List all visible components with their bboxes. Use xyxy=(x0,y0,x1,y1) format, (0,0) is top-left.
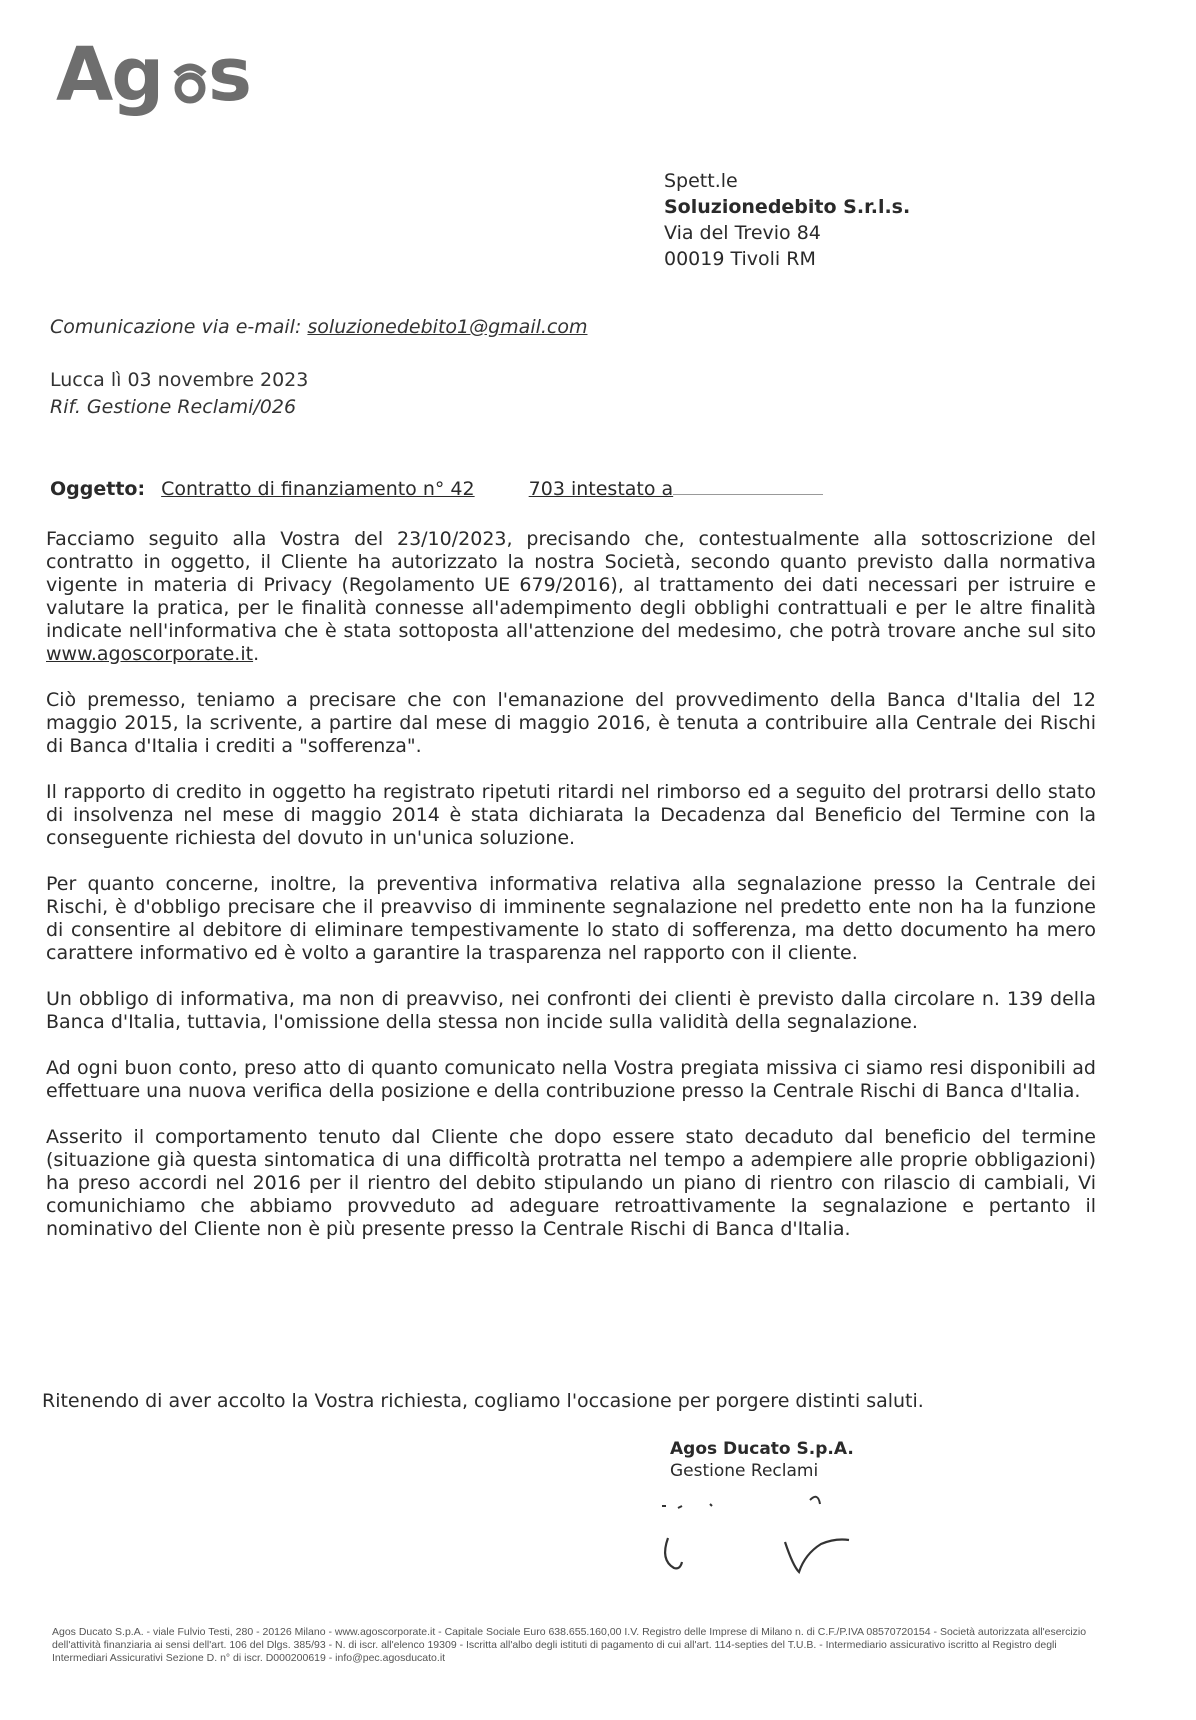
subject-colon: : xyxy=(137,478,146,500)
redacted-name xyxy=(673,476,823,495)
website-link: www.agoscorporate.it xyxy=(46,643,254,665)
paragraph-7: Asserito il comportamento tenuto dal Cliente che dopo essere stato decaduto dal beneficio del termine (situazione già questa sintomatica di una difficoltà protratta nel tempo a adempiere alle proprie obbligazioni) ha preso accordi nel 2016 per il rientro del debito stipulando un piano di rientro con rilascio di cambiali, Vi comunichiamo che abbiamo provveduto ad adeguare retroattivamente la segnalazione e pertanto il nominativo del Cliente non è più presente presso la Centrale Rischi di Banca d'Italia. xyxy=(46,1126,1096,1240)
subject-line xyxy=(50,476,823,500)
subject-contract: Contratto di finanziamento n° 42 xyxy=(161,478,475,500)
paragraph-1-end: . xyxy=(253,643,260,665)
subject-label: Oggetto xyxy=(50,478,138,500)
signature-company: Agos Ducato S.p.A. xyxy=(670,1439,854,1459)
svg-text:s: s xyxy=(208,38,251,118)
subject-holder: 703 intestato a xyxy=(528,478,674,500)
email-communication-line xyxy=(50,316,588,338)
addressee-salutation: Spett.le xyxy=(664,170,738,192)
signature-department: Gestione Reclami xyxy=(670,1461,819,1481)
paragraph-1 xyxy=(46,528,1096,666)
handwritten-signature xyxy=(650,1480,880,1580)
email-address: soluzionedebito1@gmail.com xyxy=(307,316,588,338)
svg-text:Ag: Ag xyxy=(56,38,163,118)
legal-footer: Agos Ducato S.p.A. - viale Fulvio Testi, 280 - 20126 Milano - www.agoscorporate.it - Capitale Sociale Euro 638.655.160,00 I.V. Registro delle Imprese di Milano n. di C.F./P.IVA 08570720154 - Società autorizzata all'esercizio dell'attività finanziaria ai sensi dell'art. 106 del Dlgs. 385/93 - N. di iscr. all'elenco 19309 - Iscritta all'albo degli istituti di pagamento di cui all'art. 114-septies del T.U.B. - Intermediario assicurativo iscritto al Registro degli Intermediari Assicurativi Sezione D. n° di iscr. D000200619 - info@pec.agosducato.it xyxy=(52,1626,1087,1664)
addressee-city: 00019 Tivoli RM xyxy=(664,248,816,270)
addressee-block xyxy=(664,168,910,272)
paragraph-1-text: Facciamo seguito alla Vostra del 23/10/2023, precisando che, contestualmente alla sottoscrizione del contratto in oggetto, il Cliente ha autorizzato la nostra Società, secondo quanto previsto dalla normativa vigente in materia di Privacy (Regolamento UE 679/2016), al trattamento dei dati necessari per istruire e valutare la pratica, per le finalità connesse all'adempimento degli obblighi contrattuali e per le altre finalità indicate nell'informativa che è stata sottoposta all'attenzione del medesimo, che potrà trovare anche sul sito xyxy=(46,528,1096,642)
paragraph-4: Per quanto concerne, inoltre, la preventiva informativa relativa alla segnalazione presso la Centrale dei Rischi, è d'obbligo precisare che il preavviso di imminente segnalazione nel predetto ente non ha la funzione di consentire al debitore di eliminare tempestivamente lo stato di sofferenza, ma detto documento ha mero carattere informativo ed è volto a garantire la trasparenza nel rapporto con il cliente. xyxy=(46,873,1096,964)
date-reference-block xyxy=(50,367,308,421)
addressee-street: Via del Trevio 84 xyxy=(664,222,821,244)
letter-body xyxy=(46,528,1096,1264)
letter-reference: Rif. Gestione Reclami/026 xyxy=(50,396,297,418)
letter-date: Lucca lì 03 novembre 2023 xyxy=(50,369,309,391)
signature-block xyxy=(670,1438,854,1482)
paragraph-3: Il rapporto di credito in oggetto ha registrato ripetuti ritardi nel rimborso ed a seguito del protrarsi dello stato di insolvenza nel mese di maggio 2014 è stata dichiarata la Decadenza dal Beneficio del Termine con la conseguente richiesta del dovuto in un'unica soluzione. xyxy=(46,781,1096,849)
paragraph-5: Un obbligo di informativa, ma non di preavviso, nei confronti dei clienti è previsto dalla circolare n. 139 della Banca d'Italia, tuttavia, l'omissione della stessa non incide sulla validità della segnalazione. xyxy=(46,988,1096,1033)
agos-logo-mark xyxy=(56,38,276,118)
closing-line: Ritenendo di aver accolto la Vostra richiesta, cogliamo l'occasione per porgere distinti saluti. xyxy=(42,1390,924,1412)
addressee-company: Soluzionedebito S.r.l.s. xyxy=(664,196,911,218)
email-label: Comunicazione via e-mail: xyxy=(50,316,308,338)
paragraph-2: Ciò premesso, teniamo a precisare che con l'emanazione del provvedimento della Banca d'Italia del 12 maggio 2015, la scrivente, a partire dal mese di maggio 2016, è tenuta a contribuire alla Centrale dei Rischi di Banca d'Italia i crediti a "sofferenza". xyxy=(46,689,1096,757)
paragraph-6: Ad ogni buon conto, preso atto di quanto comunicato nella Vostra pregiata missiva ci siamo resi disponibili ad effettuare una nuova verifica della posizione e della contribuzione presso la Centrale Rischi di Banca d'Italia. xyxy=(46,1057,1096,1102)
